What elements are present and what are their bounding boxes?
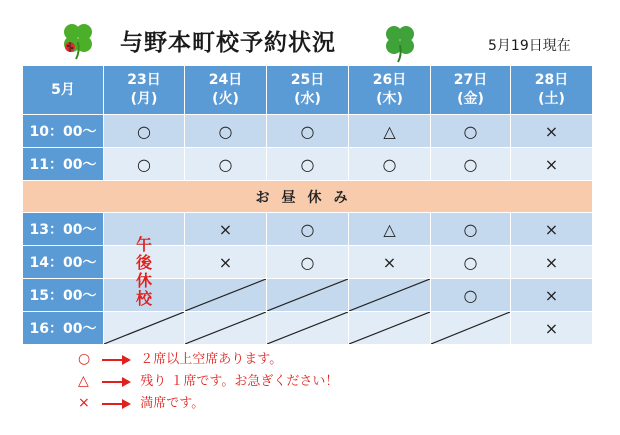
slot-cell: △ <box>349 115 431 148</box>
time-label: 16：00～ <box>23 312 104 345</box>
slot-cell: ○ <box>431 213 511 246</box>
table-row <box>23 213 593 246</box>
header <box>0 0 620 68</box>
legend-text: 残り １席です。お急ぎください！ <box>140 374 339 389</box>
slot-cell: ○ <box>104 148 185 181</box>
slot-cell: × <box>511 148 593 181</box>
slot-cell: × <box>185 246 267 279</box>
slot-cell: × <box>511 213 593 246</box>
arrow-right-icon <box>102 354 132 366</box>
unavailable-cell <box>267 312 349 345</box>
slot-cell: △ <box>349 213 431 246</box>
slot-cell: × <box>511 246 593 279</box>
header-row <box>23 66 593 115</box>
slot-cell: × <box>511 115 593 148</box>
reservation-table <box>22 65 593 345</box>
slot-cell: × <box>511 279 593 312</box>
time-label: 10：00～ <box>23 115 104 148</box>
legend-symbol: ○ <box>78 351 91 367</box>
slot-cell: ○ <box>185 148 267 181</box>
table-row <box>23 115 593 148</box>
time-label: 13：00～ <box>23 213 104 246</box>
table-row <box>23 246 593 279</box>
arrow-right-icon <box>102 398 132 410</box>
slot-cell: ○ <box>431 279 511 312</box>
legend <box>78 348 338 414</box>
unavailable-cell <box>267 279 349 312</box>
time-label: 11：00～ <box>23 148 104 181</box>
slot-cell: ○ <box>431 246 511 279</box>
slot-cell: × <box>511 312 593 345</box>
time-label: 14：00～ <box>23 246 104 279</box>
slot-cell: ○ <box>349 148 431 181</box>
day-header: 26日 (木) <box>349 66 431 115</box>
slot-cell: ○ <box>267 115 349 148</box>
slot-cell: ○ <box>267 213 349 246</box>
slot-cell: × <box>185 213 267 246</box>
legend-text: ２席以上空席あります。 <box>140 352 283 367</box>
slot-cell: ○ <box>431 148 511 181</box>
unavailable-cell <box>349 312 431 345</box>
legend-symbol: × <box>78 395 90 411</box>
day-header: 24日 (火) <box>185 66 267 115</box>
unavailable-cell <box>349 279 431 312</box>
time-label: 15：00～ <box>23 279 104 312</box>
day-header: 27日 (金) <box>431 66 511 115</box>
table-row <box>23 279 593 312</box>
slot-cell: ○ <box>185 115 267 148</box>
slot-cell: ○ <box>431 115 511 148</box>
table-row <box>23 148 593 181</box>
lunch-break-label: お昼休み <box>23 181 593 213</box>
table-row <box>23 312 593 345</box>
four-leaf-clover-icon <box>380 21 420 63</box>
unavailable-cell <box>185 312 267 345</box>
unavailable-cell <box>431 312 511 345</box>
legend-item <box>78 370 338 392</box>
legend-item <box>78 392 338 414</box>
slot-cell: ○ <box>267 148 349 181</box>
day-header: 23日 (月) <box>104 66 185 115</box>
slot-cell: ○ <box>104 115 185 148</box>
lunch-break-row <box>23 181 593 213</box>
legend-symbol: △ <box>78 373 89 389</box>
legend-text: 満席です。 <box>140 396 205 411</box>
arrow-right-icon <box>102 376 132 388</box>
slot-cell: ○ <box>267 246 349 279</box>
four-leaf-clover-ladybug-icon <box>56 20 100 60</box>
as-of-date: 5月19日現在 <box>488 38 571 54</box>
unavailable-cell <box>104 312 185 345</box>
slot-cell: × <box>349 246 431 279</box>
afternoon-closed-label: 午後休校 <box>135 235 152 308</box>
unavailable-cell <box>185 279 267 312</box>
day-header: 28日 (土) <box>511 66 593 115</box>
page-title: 与野本町校予約状況 <box>120 30 336 56</box>
legend-item <box>78 348 338 370</box>
month-header: 5月 <box>23 66 104 115</box>
day-header: 25日 (水) <box>267 66 349 115</box>
